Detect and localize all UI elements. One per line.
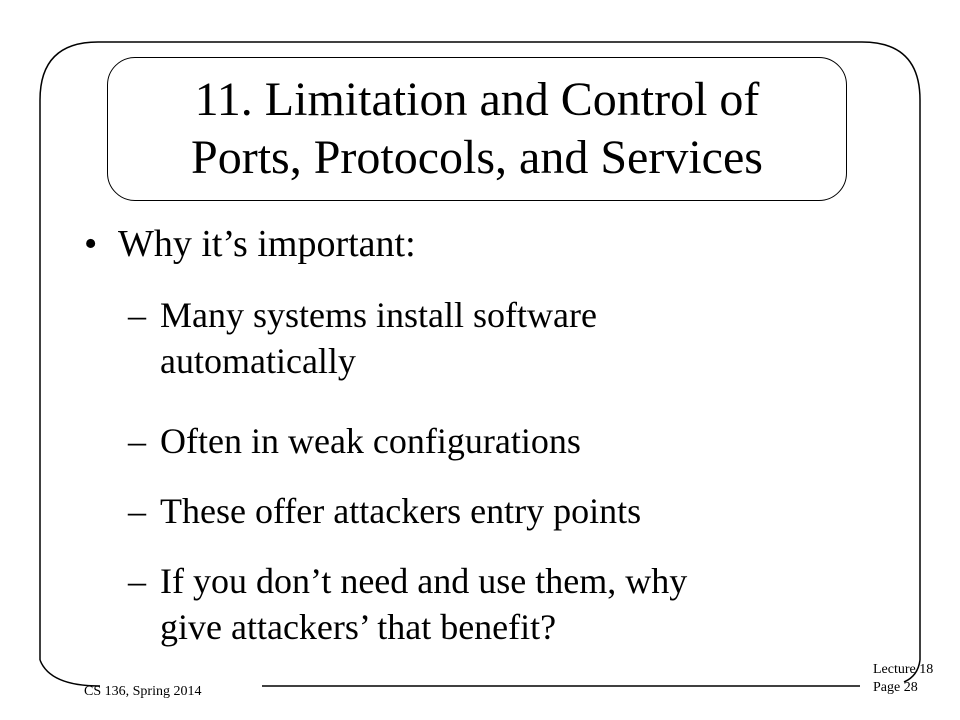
- sub-item-4: [128, 558, 888, 650]
- bullet-item: [84, 220, 416, 268]
- sub-item-text: These offer attackers entry points: [160, 491, 642, 531]
- dash-icon: –: [128, 295, 146, 335]
- footer-page: Page 28: [873, 680, 918, 695]
- sub-item-3: [128, 488, 888, 534]
- bullet-icon: •: [84, 223, 98, 265]
- sub-item-text-cont: give attackers’ that benefit?: [160, 607, 557, 647]
- bullet-text: Why it’s important:: [118, 223, 416, 265]
- title-line-2: Ports, Protocols, and Services: [191, 131, 763, 184]
- sub-item-text: If you don’t need and use them, why: [160, 561, 688, 601]
- sub-item-1: [128, 292, 888, 384]
- footer-course: CS 136, Spring 2014: [84, 684, 202, 699]
- sub-item-text: Many systems install software: [160, 295, 597, 335]
- dash-icon: –: [128, 561, 146, 601]
- sub-item-text: Often in weak configurations: [160, 421, 581, 461]
- footer-page-info: [873, 661, 933, 697]
- sub-item-text-cont: automatically: [160, 341, 356, 381]
- dash-icon: –: [128, 491, 146, 531]
- title-line-1: 11. Limitation and Control of: [194, 73, 760, 126]
- footer-lecture: Lecture 18: [873, 662, 934, 677]
- dash-icon: –: [128, 421, 146, 461]
- slide-title: [107, 57, 847, 201]
- sub-item-2: [128, 418, 888, 464]
